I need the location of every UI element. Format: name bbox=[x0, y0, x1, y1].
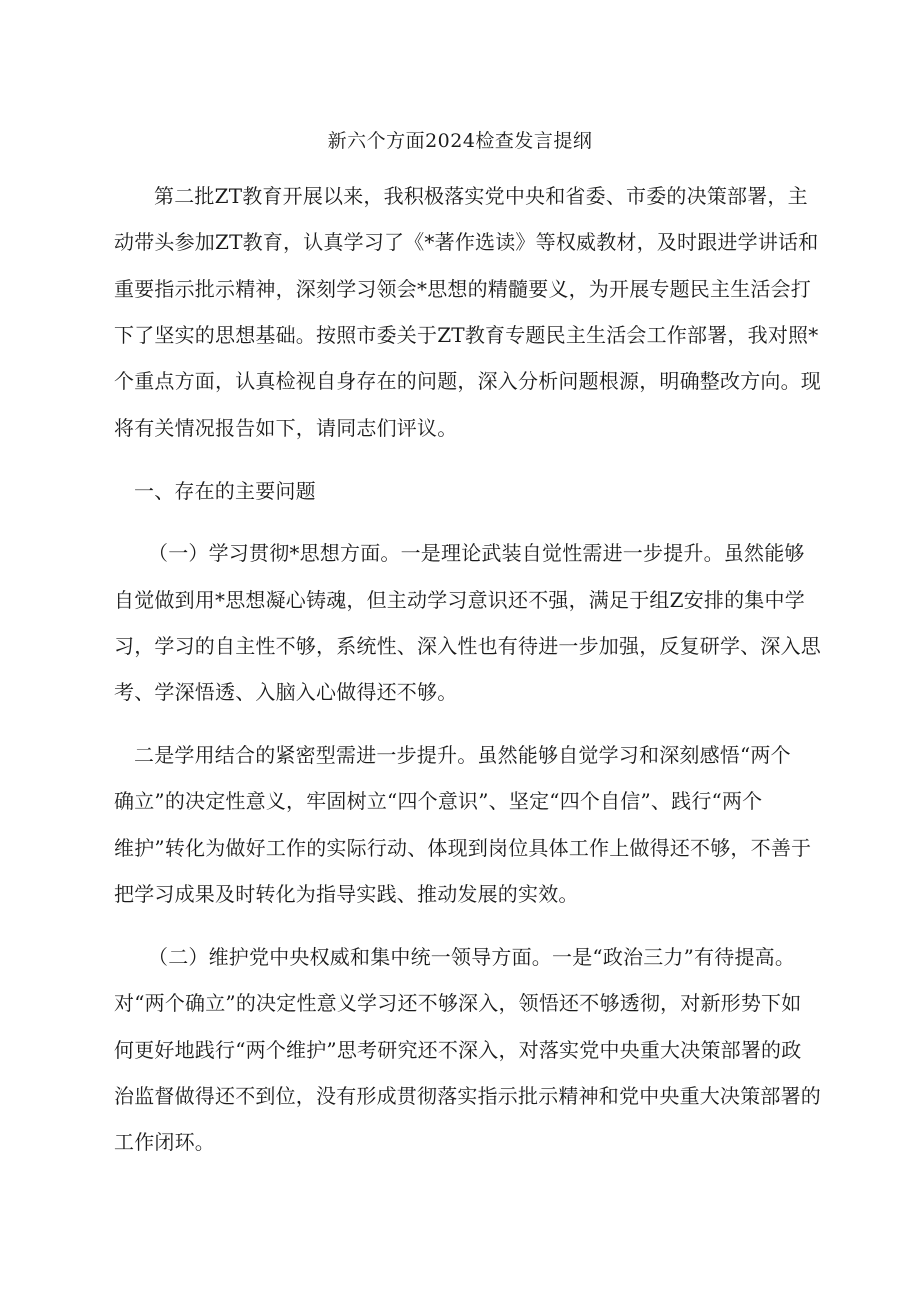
paragraph-line: 把学习成果及时转化为指导实践、推动发展的实效。 bbox=[114, 882, 579, 906]
paragraph-line: 考、学深悟透、入脑入心做得还不够。 bbox=[114, 680, 458, 704]
paragraph-line: 二是学用结合的紧密型需进一步提升。虽然能够自觉学习和深刻感悟“两个 bbox=[134, 743, 791, 767]
paragraph-line: 习，学习的自主性不够，系统性、深入性也有待进一步加强，反复研学、深入思 bbox=[114, 634, 821, 658]
paragraph-line: 治监督做得还不到位，没有形成贯彻落实指示批示精神和党中央重大决策部署的 bbox=[114, 1084, 821, 1108]
paragraph-line: 维护”转化为做好工作的实际行动、体现到岗位具体工作上做得还不够，不善于 bbox=[114, 836, 812, 860]
paragraph-line: 重要指示批示精神，深刻学习领会*思想的精髓要义，为开展专题民主生活会打 bbox=[114, 277, 811, 301]
paragraph-line: （二）维护党中央权威和集中统一领导方面。一是“政治三力”有待提高。 bbox=[148, 945, 796, 969]
document-title: 新六个方面2024检查发言提纲 bbox=[327, 130, 593, 152]
paragraph-line: 下了坚实的思想基础。按照市委关于ZT教育专题民主生活会工作部署，我对照* bbox=[114, 323, 819, 347]
paragraph-line: 确立”的决定性意义，牢固树立“四个意识”、坚定“四个自信”、践行“两个 bbox=[114, 789, 763, 813]
paragraph-line: 将有关情况报告如下，请同志们评议。 bbox=[114, 416, 458, 440]
paragraph-line: （一）学习贯彻*思想方面。一是理论武装自觉性需进一步提升。虽然能够 bbox=[148, 541, 805, 565]
paragraph-line: 个重点方面，认真检视自身存在的问题，深入分析问题根源，明确整改方向。现 bbox=[114, 369, 821, 393]
paragraph-line: 第二批ZT教育开展以来，我积极落实党中央和省委、市委的决策部署，主 bbox=[154, 184, 808, 208]
paragraph-line: 何更好地践行“两个维护”思考研究还不深入，对落实党中央重大决策部署的政 bbox=[114, 1038, 802, 1062]
paragraph-line: 工作闭环。 bbox=[114, 1130, 215, 1154]
paragraph-line: 对“两个确立”的决定性意义学习还不够深入，领悟还不够透彻，对新形势下如 bbox=[114, 991, 802, 1015]
section-heading: 一、存在的主要问题 bbox=[134, 479, 316, 503]
paragraph-line: 自觉做到用*思想凝心铸魂，但主动学习意识还不强，满足于组Z安排的集中学 bbox=[114, 588, 805, 612]
paragraph-line: 动带头参加ZT教育，认真学习了《*著作选读》等权威教材，及时跟进学讲话和 bbox=[114, 230, 819, 254]
